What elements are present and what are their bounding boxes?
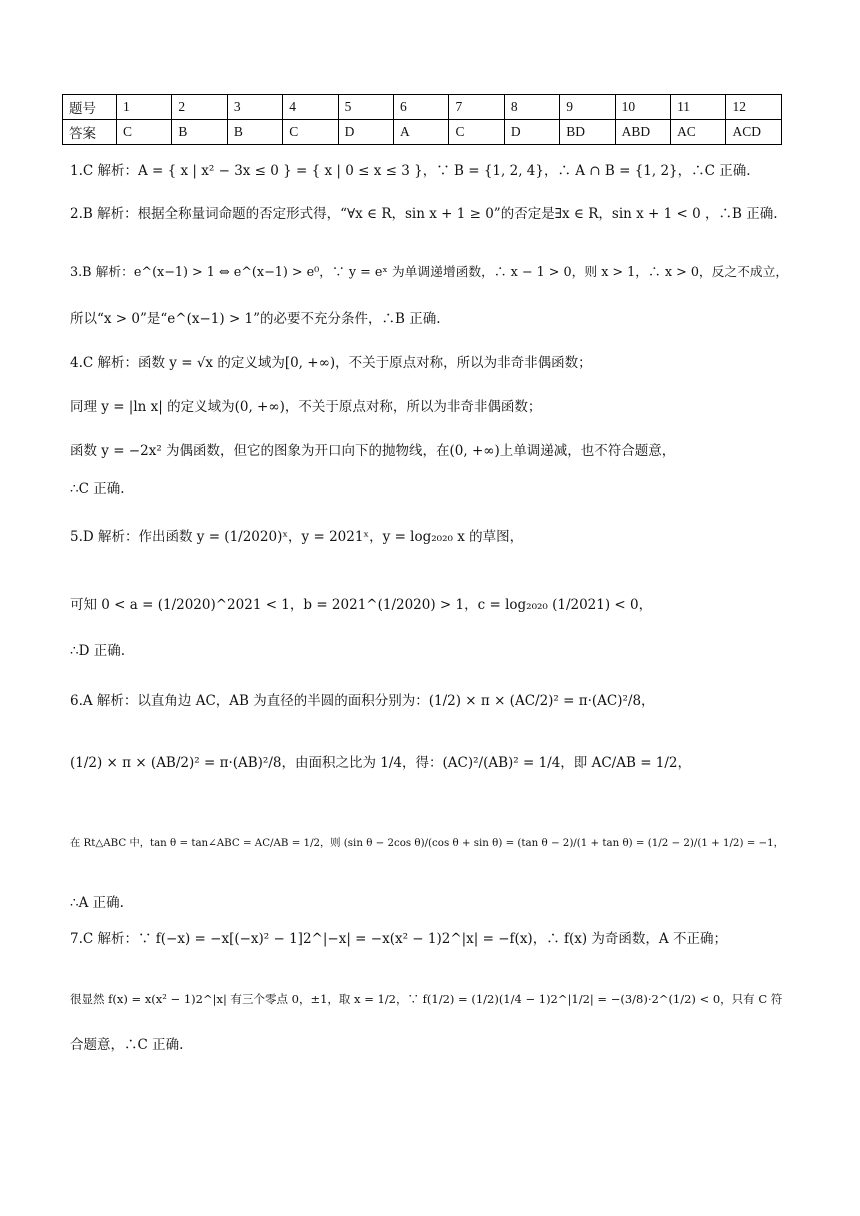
answer-cell: D — [338, 120, 393, 145]
solution-4-conclusion: ∴C 正确. — [70, 481, 125, 497]
answer-cell: BD — [560, 120, 615, 145]
question-number-cell: 8 — [504, 95, 559, 120]
solution-5-line: 可知 0 < a = (1/2020)^2021 < 1，b = 2021^(1/2020) > 1，c = log₂₀₂₀ (1/2021) < 0， — [70, 597, 653, 613]
answer-cell: C — [117, 120, 172, 145]
answer-cell: C — [449, 120, 504, 145]
solution-4-line: 同理 y = |ln x| 的定义域为(0, +∞)，不关于原点对称，所以为非奇非偶函数； — [70, 399, 542, 415]
solution-7-line: 很显然 f(x) = x(x² − 1)2^|x| 有三个零点 0，±1，取 x = 1/2，∵ f(1/2) = (1/2)(1/4 − 1)2^|1/2| = −(3/8)·2^(1/2) < 0，只有 C 符 — [70, 992, 783, 1006]
question-number-cell: 7 — [449, 95, 504, 120]
solution-5-conclusion: ∴D 正确. — [70, 643, 125, 659]
solution-3-line: 3.B 解析：e^(x−1) > 1 ⇔ e^(x−1) > e⁰，∵ y = eˣ 为单调递增函数，∴ x − 1 > 0，则 x > 1，∴ x > 0，反之不成立， — [70, 265, 789, 280]
question-number-cell: 6 — [394, 95, 449, 120]
answer-cell: C — [283, 120, 338, 145]
solution-6-line: (1/2) × π × (AB/2)² = π·(AB)²/8，由面积之比为 1/4，得：(AC)²/(AB)² = 1/4，即 AC/AB = 1/2， — [70, 755, 692, 771]
table-row-header: 题号 — [63, 95, 117, 120]
solution-6-line: 6.A 解析：以直角边 AC，AB 为直径的半圆的面积分别为：(1/2) × π × (AC/2)² = π·(AC)²/8， — [70, 693, 655, 709]
question-number-cell: 10 — [615, 95, 670, 120]
solution-1-line: 1.C 解析：A = { x | x² − 3x ≤ 0 } = { x | 0 ≤ x ≤ 3 }，∵ B = {1, 2, 4}，∴ A ∩ B = {1, 2}，∴C 正确. — [70, 163, 751, 179]
question-number-cell: 3 — [227, 95, 282, 120]
table-row — [63, 95, 782, 120]
answer-table — [62, 94, 782, 145]
question-number-cell: 2 — [172, 95, 227, 120]
table-row — [63, 120, 782, 145]
solution-3-conclusion: 所以“x > 0”是“e^(x−1) > 1”的必要不充分条件，∴B 正确. — [70, 311, 441, 327]
question-number-cell: 5 — [338, 95, 393, 120]
answer-cell: AC — [671, 120, 726, 145]
solution-4-line: 函数 y = −2x² 为偶函数，但它的图象为开口向下的抛物线，在(0, +∞)上单调递减，也不符合题意， — [70, 443, 676, 459]
solution-6-line: 在 Rt△ABC 中，tan θ = tan∠ABC = AC/AB = 1/2，则 (sin θ − 2cos θ)/(cos θ + sin θ) = (tan θ − 2)/(1 + tan θ) = (1/2 − 2)/(1 + 1/2) = −1， — [70, 837, 784, 849]
solution-7-line: 7.C 解析：∵ f(−x) = −x[(−x)² − 1]2^|−x| = −x(x² − 1)2^|x| = −f(x)，∴ f(x) 为奇函数，A 不正确； — [70, 931, 727, 947]
answer-cell: A — [394, 120, 449, 145]
question-number-cell: 12 — [726, 95, 782, 120]
question-number-cell: 11 — [671, 95, 726, 120]
solution-4-line: 4.C 解析：函数 y = √x 的定义域为[0, +∞)，不关于原点对称，所以为非奇非偶函数； — [70, 355, 592, 371]
question-number-cell: 1 — [117, 95, 172, 120]
answer-cell: B — [227, 120, 282, 145]
solution-6-conclusion: ∴A 正确. — [70, 895, 124, 911]
solution-7-conclusion: 合题意，∴C 正确. — [70, 1037, 184, 1053]
solution-5-line: 5.D 解析：作出函数 y = (1/2020)ˣ，y = 2021ˣ，y = log₂₀₂₀ x 的草图， — [70, 529, 524, 545]
answer-cell: ACD — [726, 120, 782, 145]
question-number-cell: 9 — [560, 95, 615, 120]
answer-cell: D — [504, 120, 559, 145]
answer-cell: ABD — [615, 120, 670, 145]
solution-2-text: 2.B 解析：根据全称量词命题的否定形式得，“∀x ∈ R，sin x + 1 ≥ 0”的否定是∃x ∈ R，sin x + 1 < 0 ，∴B 正确. — [70, 206, 778, 222]
answer-cell: B — [172, 120, 227, 145]
question-number-cell: 4 — [283, 95, 338, 120]
table-answer-header: 答案 — [63, 120, 117, 145]
